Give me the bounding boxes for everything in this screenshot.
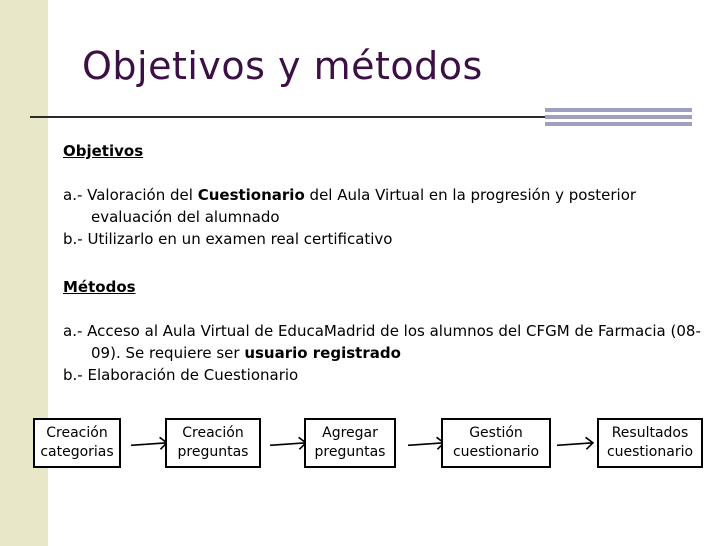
objetivo-a-rest: del Aula Virtual en la progresión y posterior evaluación del alumnado: [91, 186, 637, 226]
slide-title: Objetivos y métodos: [82, 44, 483, 88]
flow-step-5: [597, 418, 703, 468]
objetivos-heading: Objetivos: [63, 142, 144, 160]
flow-step-4-line2: cuestionario: [452, 444, 540, 460]
flow-arrow-4: [553, 432, 599, 454]
objetivo-a-bold: Cuestionario: [197, 186, 305, 204]
flow-step-1-line1: Creación: [46, 425, 108, 441]
flow-step-5-line2: cuestionario: [606, 444, 694, 460]
metodos-heading: Métodos: [63, 278, 136, 296]
metodo-a-bold: usuario registrado: [244, 344, 401, 362]
objetivo-a: [63, 184, 713, 228]
flow-step-4-line1: Gestión: [469, 425, 523, 441]
flow-step-3-line1: Agregar: [322, 425, 378, 441]
slide-body: [63, 140, 713, 386]
objetivo-a-prefix: a.- Valoración del: [63, 186, 193, 204]
flow-step-1-line2: categorias: [40, 444, 114, 460]
flow-step-3: [304, 418, 396, 468]
objetivo-b: b.- Utilizarlo en un examen real certificativo: [63, 230, 393, 248]
flow-step-3-line2: preguntas: [314, 444, 386, 460]
flow-step-5-line1: Resultados: [611, 425, 689, 441]
metodo-a: [63, 320, 711, 364]
flow-step-4: [441, 418, 551, 468]
flow-step-1: [33, 418, 121, 468]
flow-step-2: [165, 418, 261, 468]
metodo-b: b.- Elaboración de Cuestionario: [63, 366, 299, 384]
process-flow: [0, 418, 728, 474]
flow-step-2-line1: Creación: [182, 425, 244, 441]
divider-accent-block: [545, 108, 692, 128]
flow-step-2-line2: preguntas: [177, 444, 249, 460]
metodo-a-text: a.- Acceso al Aula Virtual de EducaMadrid de los alumnos del CFGM de Farmacia (08-09). Se requiere ser: [63, 322, 701, 362]
